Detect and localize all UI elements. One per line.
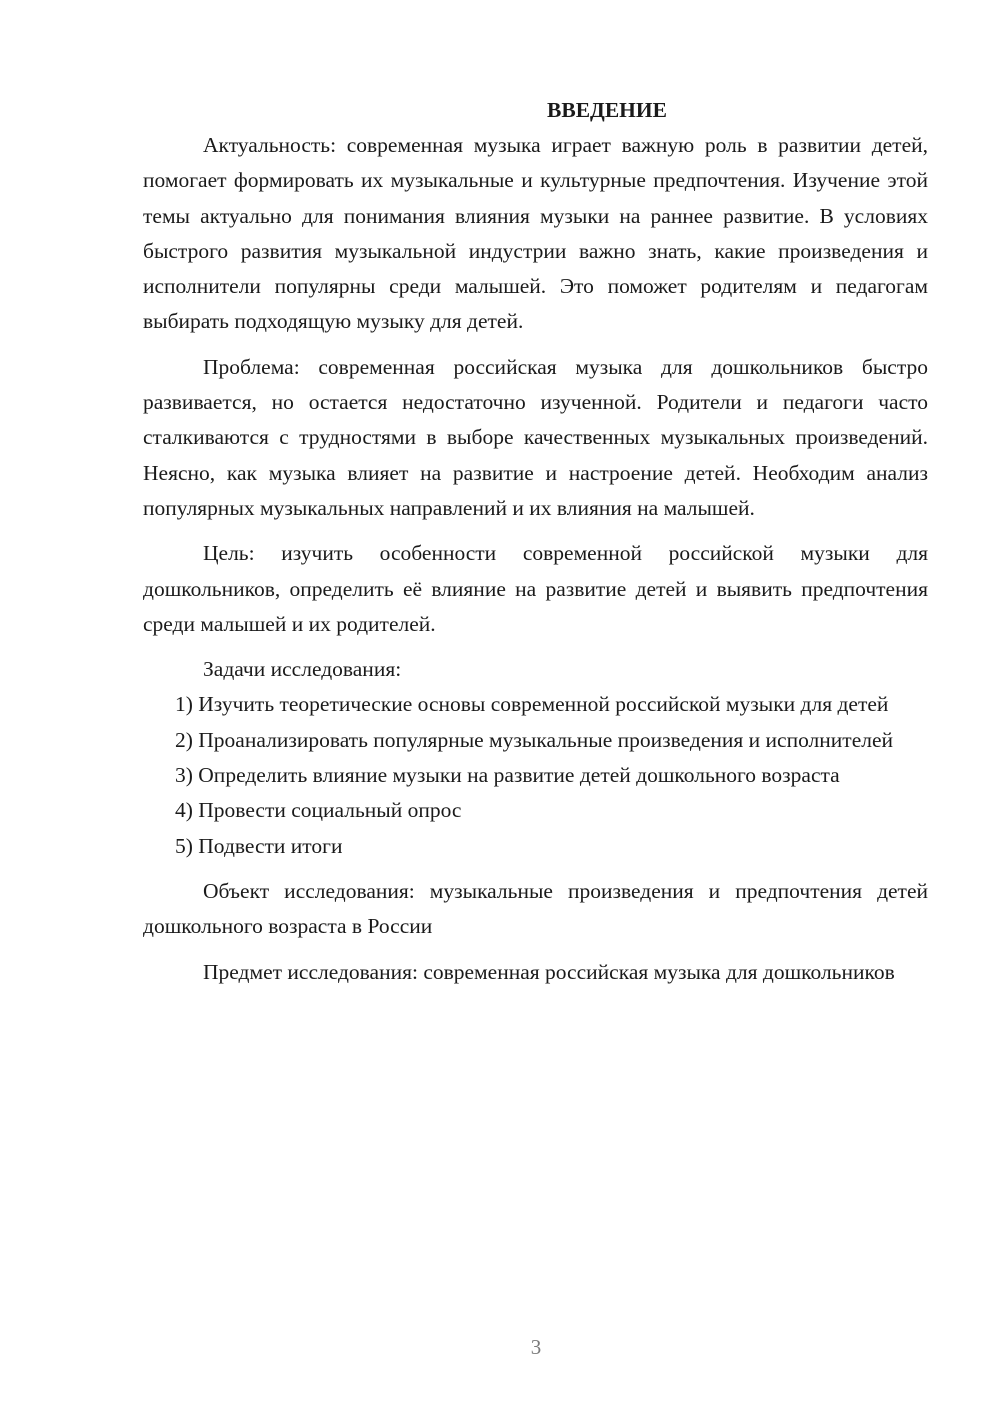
problem-paragraph: Проблема: современная российская музыка для дошкольников быстро развивается, но остается недостаточно изученной. Родители и педагоги часто сталкиваются с трудностями в выборе качественных музыкальных произведений. Неясно, как музыка влияет на развитие и настроение детей. Необходим анализ популярных музыкальных направлений и их влияния на малышей.	[143, 354, 928, 520]
tasks-heading: Задачи исследования:	[203, 657, 402, 682]
task-item-4: 4) Провести социальный опрос	[175, 798, 462, 823]
page-content	[143, 93, 928, 990]
page-number: 3	[530, 1335, 542, 1359]
task-item-2: 2) Проанализировать популярные музыкальные произведения и исполнителей	[175, 727, 894, 752]
goal-paragraph: Цель: изучить особенности современной российской музыки для дошкольников, определить её влияние на развитие детей и выявить предпочтения среди малышей и их родителей.	[143, 541, 928, 636]
subject-paragraph: Предмет исследования: современная российская музыка для дошкольников	[203, 959, 895, 984]
object-paragraph: Объект исследования: музыкальные произведения и предпочтения детей дошкольного возраста в России	[143, 878, 928, 939]
task-item-3: 3) Определить влияние музыки на развитие детей дошкольного возраста	[175, 763, 840, 788]
relevance-paragraph: Актуальность: современная музыка играет важную роль в развитии детей, помогает формировать их музыкальные и культурные предпочтения. Изучение этой темы актуально для понимания влияния музыки на раннее развитие. В условиях быстрого развития музыкальной индустрии важно знать, какие произведения и исполнители популярны среди малышей. Это поможет родителям и педагогам выбирать подходящую музыку для детей.	[143, 133, 928, 334]
task-item-1: 1) Изучить теоретические основы современной российской музыки для детей	[175, 692, 889, 717]
task-item-5: 5) Подвести итоги	[175, 833, 343, 858]
section-title: ВВЕДЕНИЕ	[547, 98, 667, 122]
